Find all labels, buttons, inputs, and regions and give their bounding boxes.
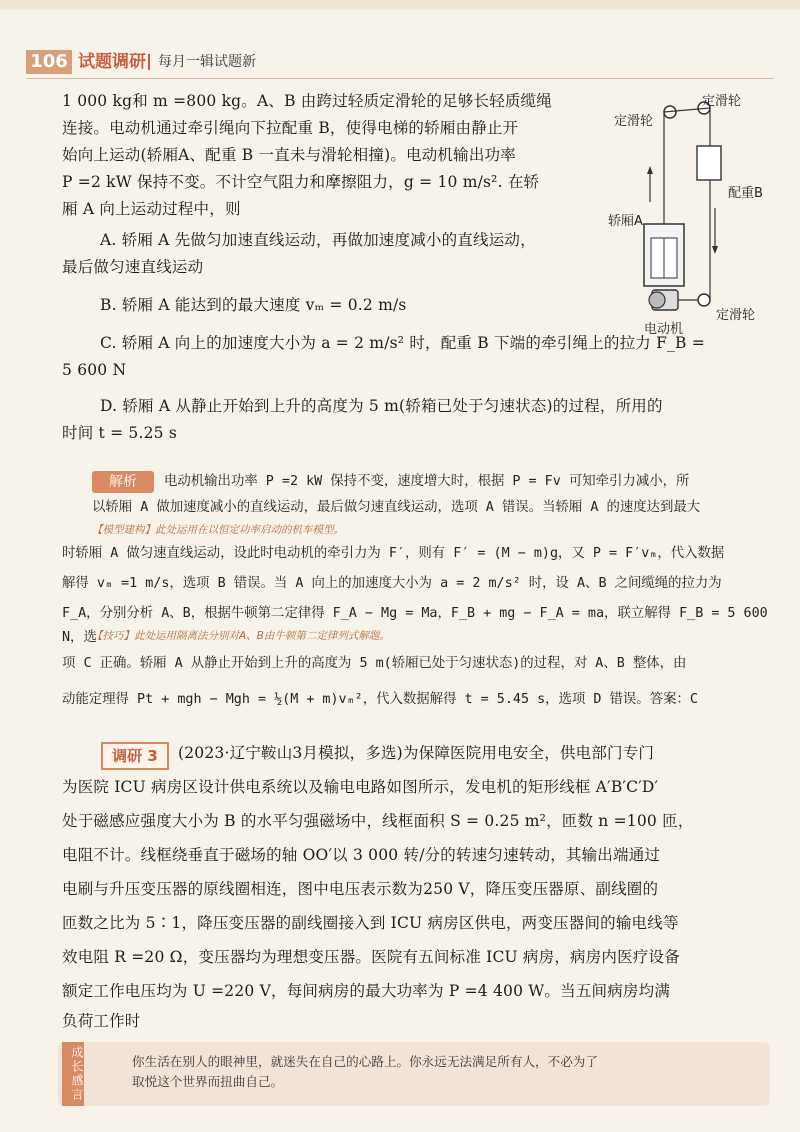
- option-d-cont: 时间 t = 5.25 s: [62, 424, 177, 442]
- analysis-line: 以轿厢 A 做加速度减小的直线运动，最后做匀速直线运动，选项 A 错误。当轿厢 A 的速度达到最大: [92, 500, 701, 515]
- option-a: A. 轿厢 A 先做匀加速直线运动，再做加速度减小的直线运动，: [100, 231, 536, 249]
- counterweight: [697, 146, 721, 180]
- research-line: 电刷与升压变压器的原线圈相连，图中电压表示数为250 V，降压变压器原、副线圈的: [62, 880, 659, 898]
- analysis-line: F_A，分别分析 A、B，根据牛顿第二定律得 F_A − Mg = Ma，F_B + mg − F_A = ma，联立解得 F_B = 5 600 N，选: [62, 606, 768, 645]
- research-line: 为医院 ICU 病房区设计供电系统以及输电电路如图所示，发电机的矩形线框 A′B′C′D′: [62, 778, 659, 796]
- option-d: D. 轿厢 A 从静止开始到上升的高度为 5 m(轿箱已处于匀速状态)的过程，所用的: [100, 397, 663, 415]
- option-c: C. 轿厢 A 向上的加速度大小为 a = 2 m/s² 时，配重 B 下端的牵引绳上的拉力 F_B =: [100, 334, 705, 352]
- research-line: 负荷工作时: [62, 1012, 141, 1030]
- pulley-bottom: [698, 294, 710, 306]
- top-strip: [0, 0, 800, 10]
- research-line: (2023·辽宁鞍山3月模拟，多选)为保障医院用电安全，供电部门专门: [178, 744, 655, 762]
- research-line: 匝数之比为 5∶1，降压变压器的副线圈接入到 ICU 病房区供电，两变压器间的输电线等: [62, 914, 679, 932]
- analysis-line: 时轿厢 A 做匀速直线运动，设此时电动机的牵引力为 F′，则有 F′ = (M − m)g，又 P = F′vₘ，代入数据: [62, 546, 725, 561]
- analysis-tag: 解析: [92, 471, 154, 493]
- option-a-cont: 最后做匀速直线运动: [62, 258, 204, 276]
- problem-line: 厢 A 向上运动过程中，则: [62, 200, 241, 218]
- growth-quote-label: 成长感言: [62, 1042, 84, 1106]
- research-line: 电阻不计。线框绕垂直于磁场的轴 OO′以 3 000 转/分的转速匀速转动，其输出端通过: [62, 846, 661, 864]
- note-technique: 【技巧】此处运用隔离法分别对A、B由牛顿第二定律列式解题。: [92, 630, 390, 642]
- header-divider: [148, 54, 150, 70]
- elevator-figure: [604, 90, 784, 336]
- growth-quote-line: 你生活在别人的眼神里，就迷失在自己的心路上。你永远无法满足所有人，不必为了: [132, 1054, 598, 1069]
- research-line: 效电阻 R =20 Ω，变压器均为理想变压器。医院有五间标准 ICU 病房，病房内医疗设备: [62, 948, 680, 966]
- analysis-line: 解得 vₘ =1 m/s，选项 B 错误。当 A 向上的加速度大小为 a = 2 m/s² 时，设 A、B 之间缆绳的拉力为: [62, 576, 722, 591]
- analysis-line: 电动机输出功率 P =2 kW 保持不变，速度增大时，根据 P = Fv 可知牵引力减小，所: [164, 474, 690, 489]
- page-number: 106: [26, 50, 72, 74]
- section-title: 试题调研: [78, 52, 146, 72]
- option-c-cont: 5 600 N: [62, 361, 127, 379]
- option-b: B. 轿厢 A 能达到的最大速度 vₘ = 0.2 m/s: [100, 296, 407, 314]
- growth-quote-line: 取悦这个世界而扭曲自己。: [132, 1074, 284, 1089]
- analysis-line: 动能定理得 Pt + mgh − Mgh = ½(M + m)vₘ²，代入数据解得 t = 5.45 s，选项 D 错误。答案：C: [62, 692, 698, 707]
- research-line: 额定工作电压均为 U =220 V，每间病房的最大功率为 P =4 400 W。当五间病房均满: [62, 982, 671, 1000]
- header-rule: [26, 78, 774, 79]
- analysis-line: 项 C 正确。轿厢 A 从静止开始到上升的高度为 5 m(轿厢已处于匀速状态)的过程，对 A、B 整体，由: [62, 656, 687, 671]
- research-tag: 调研 3: [101, 742, 169, 770]
- problem-line: 始向上运动(轿厢A、配重 B 一直未与滑轮相撞)。电动机输出功率: [62, 146, 516, 164]
- problem-line: P =2 kW 保持不变。不计空气阻力和摩擦阻力，g = 10 m/s². 在轿: [62, 173, 540, 191]
- note-model: 【模型建构】此处运用在以恒定功率启动的机车模型。: [92, 524, 344, 536]
- label-motor: 电动机: [644, 322, 684, 337]
- problem-line: 1 000 kg和 m =800 kg。A、B 由跨过轻质定滑轮的足够长轻质缆绳: [62, 92, 552, 110]
- section-subtitle: 每月一辑试题新: [158, 54, 256, 70]
- research-line: 处于磁感应强度大小为 B 的水平匀强磁场中，线框面积 S = 0.25 m²，匝数 n =100 匝，: [62, 812, 694, 830]
- label-counterweight: 配重B: [728, 186, 763, 201]
- label-pulley-right: 定滑轮: [702, 94, 742, 109]
- label-pulley-left: 定滑轮: [614, 114, 654, 129]
- label-car: 轿厢A: [608, 214, 643, 229]
- problem-line: 连接。电动机通过牵引绳向下拉配重 B，使得电梯的轿厢由静止开: [62, 119, 519, 137]
- label-pulley-bottom: 定滑轮: [716, 308, 756, 323]
